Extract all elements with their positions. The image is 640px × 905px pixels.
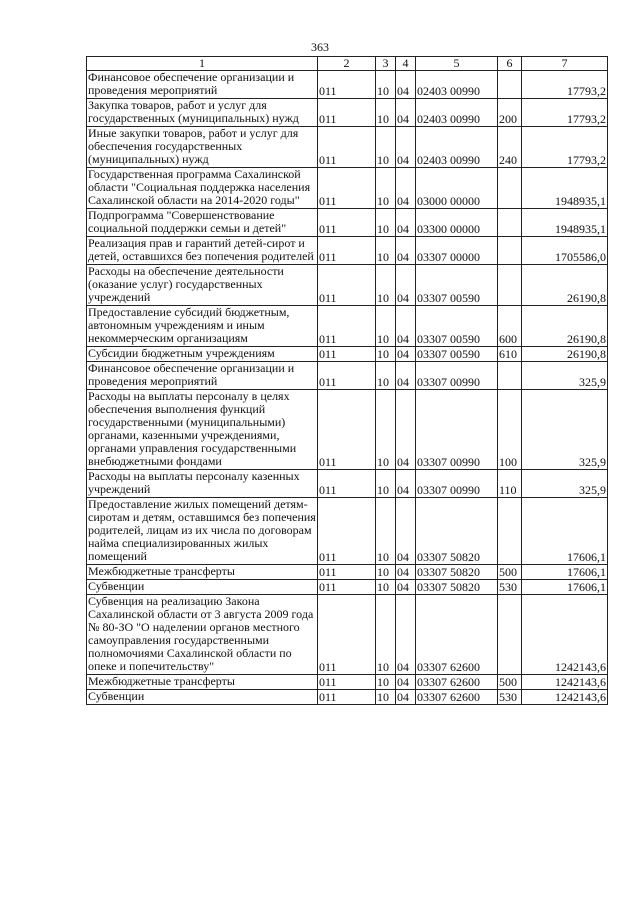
target-article-code: 03000 00000 (416, 168, 498, 209)
subsection-code: 04 (396, 168, 416, 209)
section-code: 10 (376, 498, 396, 565)
section-code: 10 (376, 470, 396, 498)
admin-code: 011 (318, 390, 376, 470)
target-article-code: 02403 00990 (416, 99, 498, 127)
target-article-code: 03307 00990 (416, 470, 498, 498)
admin-code: 011 (318, 347, 376, 362)
amount: 1242143,6 (522, 675, 608, 690)
target-article-code: 03307 62600 (416, 675, 498, 690)
section-code: 10 (376, 580, 396, 595)
admin-code: 011 (318, 71, 376, 99)
amount: 17606,1 (522, 580, 608, 595)
admin-code: 011 (318, 690, 376, 705)
amount: 26190,8 (522, 306, 608, 347)
table-row (87, 362, 608, 390)
target-article-code: 03307 50820 (416, 580, 498, 595)
target-article-code: 03307 00990 (416, 390, 498, 470)
table-row (87, 390, 608, 470)
subsection-code: 04 (396, 127, 416, 168)
expense-type-code: 240 (498, 127, 522, 168)
subsection-code: 04 (396, 690, 416, 705)
subsection-code: 04 (396, 306, 416, 347)
item-name: Финансовое обеспечение организации и проведения мероприятий (87, 71, 318, 99)
amount: 17793,2 (522, 127, 608, 168)
column-header: 6 (498, 57, 522, 71)
admin-code: 011 (318, 498, 376, 565)
amount: 1948935,1 (522, 209, 608, 237)
section-code: 10 (376, 209, 396, 237)
column-header: 2 (318, 57, 376, 71)
section-code: 10 (376, 390, 396, 470)
budget-table (86, 56, 608, 705)
expense-type-code: 200 (498, 99, 522, 127)
table-row (87, 675, 608, 690)
subsection-code: 04 (396, 347, 416, 362)
section-code: 10 (376, 595, 396, 675)
admin-code: 011 (318, 168, 376, 209)
amount: 26190,8 (522, 347, 608, 362)
amount: 26190,8 (522, 265, 608, 306)
target-article-code: 03307 00990 (416, 362, 498, 390)
item-name: Субвенция на реализацию Закона Сахалинской области от 3 августа 2009 года № 80-ЗО "О наделении органов местного самоуправления государственными полномочиями Сахалинской области по опеке и попечительству" (87, 595, 318, 675)
target-article-code: 03300 00000 (416, 209, 498, 237)
admin-code: 011 (318, 127, 376, 168)
target-article-code: 03307 50820 (416, 565, 498, 580)
target-article-code: 03307 00590 (416, 347, 498, 362)
table-row (87, 71, 608, 99)
admin-code: 011 (318, 209, 376, 237)
subsection-code: 04 (396, 362, 416, 390)
section-code: 10 (376, 168, 396, 209)
item-name: Расходы на выплаты персоналу в целях обеспечения выполнения функций государственными (муниципальными) органами, казенными учреждениями, органами управления государственными внебюджетными фондами (87, 390, 318, 470)
subsection-code: 04 (396, 71, 416, 99)
table-row (87, 690, 608, 705)
expense-type-code: 530 (498, 690, 522, 705)
target-article-code: 03307 00000 (416, 237, 498, 265)
target-article-code: 02403 00990 (416, 71, 498, 99)
column-header: 4 (396, 57, 416, 71)
expense-type-code: 100 (498, 390, 522, 470)
table-row (87, 470, 608, 498)
table-row (87, 99, 608, 127)
admin-code: 011 (318, 675, 376, 690)
amount: 17793,2 (522, 99, 608, 127)
admin-code: 011 (318, 265, 376, 306)
admin-code: 011 (318, 99, 376, 127)
target-article-code: 03307 62600 (416, 595, 498, 675)
item-name: Государственная программа Сахалинской области "Социальная поддержка населения Сахалинской области на 2014-2020 годы" (87, 168, 318, 209)
target-article-code: 03307 00590 (416, 306, 498, 347)
section-code: 10 (376, 127, 396, 168)
subsection-code: 04 (396, 675, 416, 690)
column-header: 5 (416, 57, 498, 71)
subsection-code: 04 (396, 390, 416, 470)
section-code: 10 (376, 71, 396, 99)
expense-type-code (498, 237, 522, 265)
column-header: 1 (87, 57, 318, 71)
item-name: Субсидии бюджетным учреждениям (87, 347, 318, 362)
expense-type-code (498, 168, 522, 209)
item-name: Межбюджетные трансферты (87, 675, 318, 690)
subsection-code: 04 (396, 237, 416, 265)
amount: 1242143,6 (522, 595, 608, 675)
expense-type-code: 530 (498, 580, 522, 595)
target-article-code: 03307 50820 (416, 498, 498, 565)
table-header-row (87, 57, 608, 71)
table-row (87, 595, 608, 675)
admin-code: 011 (318, 470, 376, 498)
section-code: 10 (376, 675, 396, 690)
item-name: Иные закупки товаров, работ и услуг для обеспечения государственных (муниципальных) нужд (87, 127, 318, 168)
section-code: 10 (376, 237, 396, 265)
table-row (87, 565, 608, 580)
amount: 17793,2 (522, 71, 608, 99)
table-row (87, 580, 608, 595)
section-code: 10 (376, 265, 396, 306)
admin-code: 011 (318, 580, 376, 595)
target-article-code: 03307 00590 (416, 265, 498, 306)
admin-code: 011 (318, 595, 376, 675)
amount: 325,9 (522, 470, 608, 498)
admin-code: 011 (318, 565, 376, 580)
item-name: Субвенции (87, 690, 318, 705)
table-row (87, 347, 608, 362)
expense-type-code (498, 71, 522, 99)
section-code: 10 (376, 99, 396, 127)
item-name: Расходы на выплаты персоналу казенных учреждений (87, 470, 318, 498)
expense-type-code: 110 (498, 470, 522, 498)
column-header: 3 (376, 57, 396, 71)
item-name: Предоставление субсидий бюджетным, автономным учреждениям и иным некоммерческим организациям (87, 306, 318, 347)
amount: 1948935,1 (522, 168, 608, 209)
amount: 17606,1 (522, 565, 608, 580)
amount: 325,9 (522, 362, 608, 390)
subsection-code: 04 (396, 99, 416, 127)
admin-code: 011 (318, 306, 376, 347)
admin-code: 011 (318, 362, 376, 390)
section-code: 10 (376, 362, 396, 390)
subsection-code: 04 (396, 565, 416, 580)
amount: 1242143,6 (522, 690, 608, 705)
expense-type-code: 610 (498, 347, 522, 362)
subsection-code: 04 (396, 265, 416, 306)
page-number: 363 (311, 40, 329, 54)
expense-type-code: 600 (498, 306, 522, 347)
table-row (87, 306, 608, 347)
column-header: 7 (522, 57, 608, 71)
table-row (87, 498, 608, 565)
item-name: Подпрограмма "Совершенствование социальной поддержки семьи и детей" (87, 209, 318, 237)
table-row (87, 209, 608, 237)
expense-type-code: 500 (498, 675, 522, 690)
subsection-code: 04 (396, 580, 416, 595)
section-code: 10 (376, 690, 396, 705)
section-code: 10 (376, 306, 396, 347)
amount: 325,9 (522, 390, 608, 470)
item-name: Расходы на обеспечение деятельности (оказание услуг) государственных учреждений (87, 265, 318, 306)
subsection-code: 04 (396, 595, 416, 675)
amount: 1705586,0 (522, 237, 608, 265)
table-body (87, 71, 608, 705)
table-row (87, 168, 608, 209)
target-article-code: 02403 00990 (416, 127, 498, 168)
admin-code: 011 (318, 237, 376, 265)
item-name: Финансовое обеспечение организации и проведения мероприятий (87, 362, 318, 390)
expense-type-code (498, 595, 522, 675)
expense-type-code (498, 362, 522, 390)
table-row (87, 237, 608, 265)
item-name: Субвенции (87, 580, 318, 595)
expense-type-code: 500 (498, 565, 522, 580)
target-article-code: 03307 62600 (416, 690, 498, 705)
expense-type-code (498, 498, 522, 565)
section-code: 10 (376, 565, 396, 580)
amount: 17606,1 (522, 498, 608, 565)
item-name: Реализация прав и гарантий детей-сирот и детей, оставшихся без попечения родителей (87, 237, 318, 265)
expense-type-code (498, 265, 522, 306)
subsection-code: 04 (396, 470, 416, 498)
item-name: Закупка товаров, работ и услуг для государственных (муниципальных) нужд (87, 99, 318, 127)
table-row (87, 127, 608, 168)
expense-type-code (498, 209, 522, 237)
item-name: Предоставление жилых помещений детям-сиротам и детям, оставшимся без попечения родителей, лицам из их числа по договорам найма специализированных жилых помещений (88, 497, 316, 563)
subsection-code: 04 (396, 209, 416, 237)
subsection-code: 04 (396, 498, 416, 565)
table-row (87, 265, 608, 306)
section-code: 10 (376, 347, 396, 362)
item-name: Межбюджетные трансферты (87, 565, 318, 580)
